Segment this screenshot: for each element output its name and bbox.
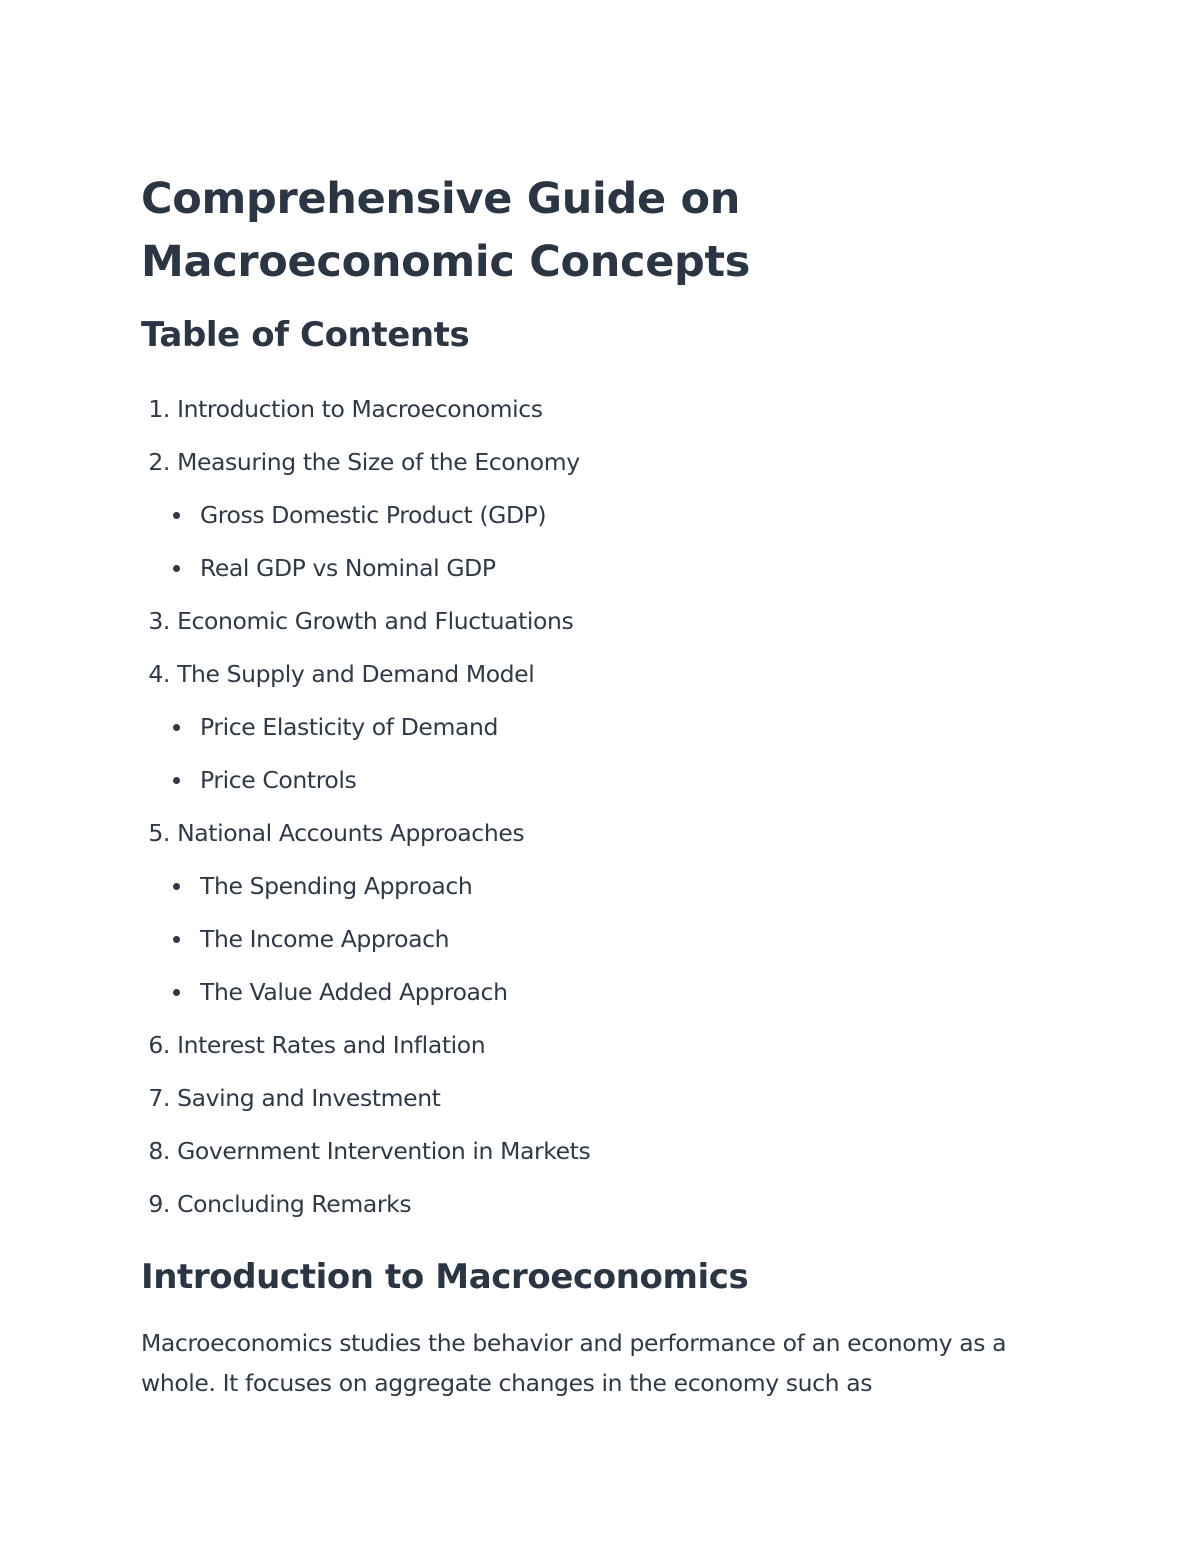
toc-item-label: Economic Growth and Fluctuations: [177, 607, 574, 635]
toc-item-number: 1.: [148, 395, 170, 423]
toc-item-label: Introduction to Macroeconomics: [177, 395, 543, 423]
toc-subitem-price-controls: [141, 754, 1071, 807]
toc-item-saving-investment: [141, 1072, 1071, 1125]
toc-subitem-label: Price Controls: [200, 766, 357, 794]
toc-item-label: Government Intervention in Markets: [177, 1137, 591, 1165]
toc-item-number: 9.: [148, 1190, 170, 1218]
toc-item-label: Interest Rates and Inflation: [177, 1031, 486, 1059]
toc-item-label: Saving and Investment: [177, 1084, 441, 1112]
toc-item-number: 8.: [148, 1137, 170, 1165]
bullet-icon: [171, 909, 200, 962]
document-title: [141, 168, 1071, 294]
document-title-line-2: Macroeconomic Concepts: [141, 237, 751, 287]
table-of-contents: [141, 383, 1071, 1231]
toc-item-introduction: [141, 383, 1071, 436]
introduction-heading: Introduction to Macroeconomics: [141, 1257, 749, 1297]
bullet-icon: [171, 538, 200, 591]
toc-subitem-value-added-approach: [141, 966, 1071, 1019]
toc-item-number: 4.: [148, 660, 170, 688]
introduction-paragraph: Macroeconomics studies the behavior and performance of an economy as a whole. It focuses on aggregate changes in the economy such as: [141, 1329, 1007, 1397]
toc-item-label: Measuring the Size of the Economy: [177, 448, 580, 476]
toc-item-number: 6.: [148, 1031, 170, 1059]
toc-item-interest-inflation: [141, 1019, 1071, 1072]
toc-subitem-label: Price Elasticity of Demand: [200, 713, 498, 741]
toc-item-label: National Accounts Approaches: [177, 819, 525, 847]
toc-subitem-spending-approach: [141, 860, 1071, 913]
toc-heading: Table of Contents: [141, 315, 470, 355]
toc-subitem-gdp: [141, 489, 1071, 542]
bullet-icon: [171, 485, 200, 538]
document-title-line-1: Comprehensive Guide on: [141, 174, 741, 224]
toc-subitem-income-approach: [141, 913, 1071, 966]
toc-item-number: 3.: [148, 607, 170, 635]
toc-item-measuring-economy: [141, 436, 1071, 489]
toc-subitem-label: The Value Added Approach: [200, 978, 508, 1006]
document-page: [141, 168, 1071, 1403]
toc-item-number: 7.: [148, 1084, 170, 1112]
toc-item-concluding-remarks: [141, 1178, 1071, 1231]
toc-subitem-label: The Spending Approach: [200, 872, 473, 900]
toc-item-label: Concluding Remarks: [177, 1190, 412, 1218]
toc-subitem-elasticity: [141, 701, 1071, 754]
toc-item-label: The Supply and Demand Model: [177, 660, 535, 688]
toc-item-growth-fluctuations: [141, 595, 1071, 648]
toc-subitem-label: Gross Domestic Product (GDP): [200, 501, 547, 529]
toc-item-number: 2.: [148, 448, 170, 476]
toc-item-number: 5.: [148, 819, 170, 847]
bullet-icon: [171, 856, 200, 909]
toc-item-national-accounts: [141, 807, 1071, 860]
bullet-icon: [171, 750, 200, 803]
bullet-icon: [171, 962, 200, 1015]
toc-subitem-label: Real GDP vs Nominal GDP: [200, 554, 496, 582]
toc-subitem-label: The Income Approach: [200, 925, 450, 953]
toc-item-supply-demand: [141, 648, 1071, 701]
toc-subitem-real-vs-nominal: [141, 542, 1071, 595]
toc-item-government-intervention: [141, 1125, 1071, 1178]
bullet-icon: [171, 697, 200, 750]
